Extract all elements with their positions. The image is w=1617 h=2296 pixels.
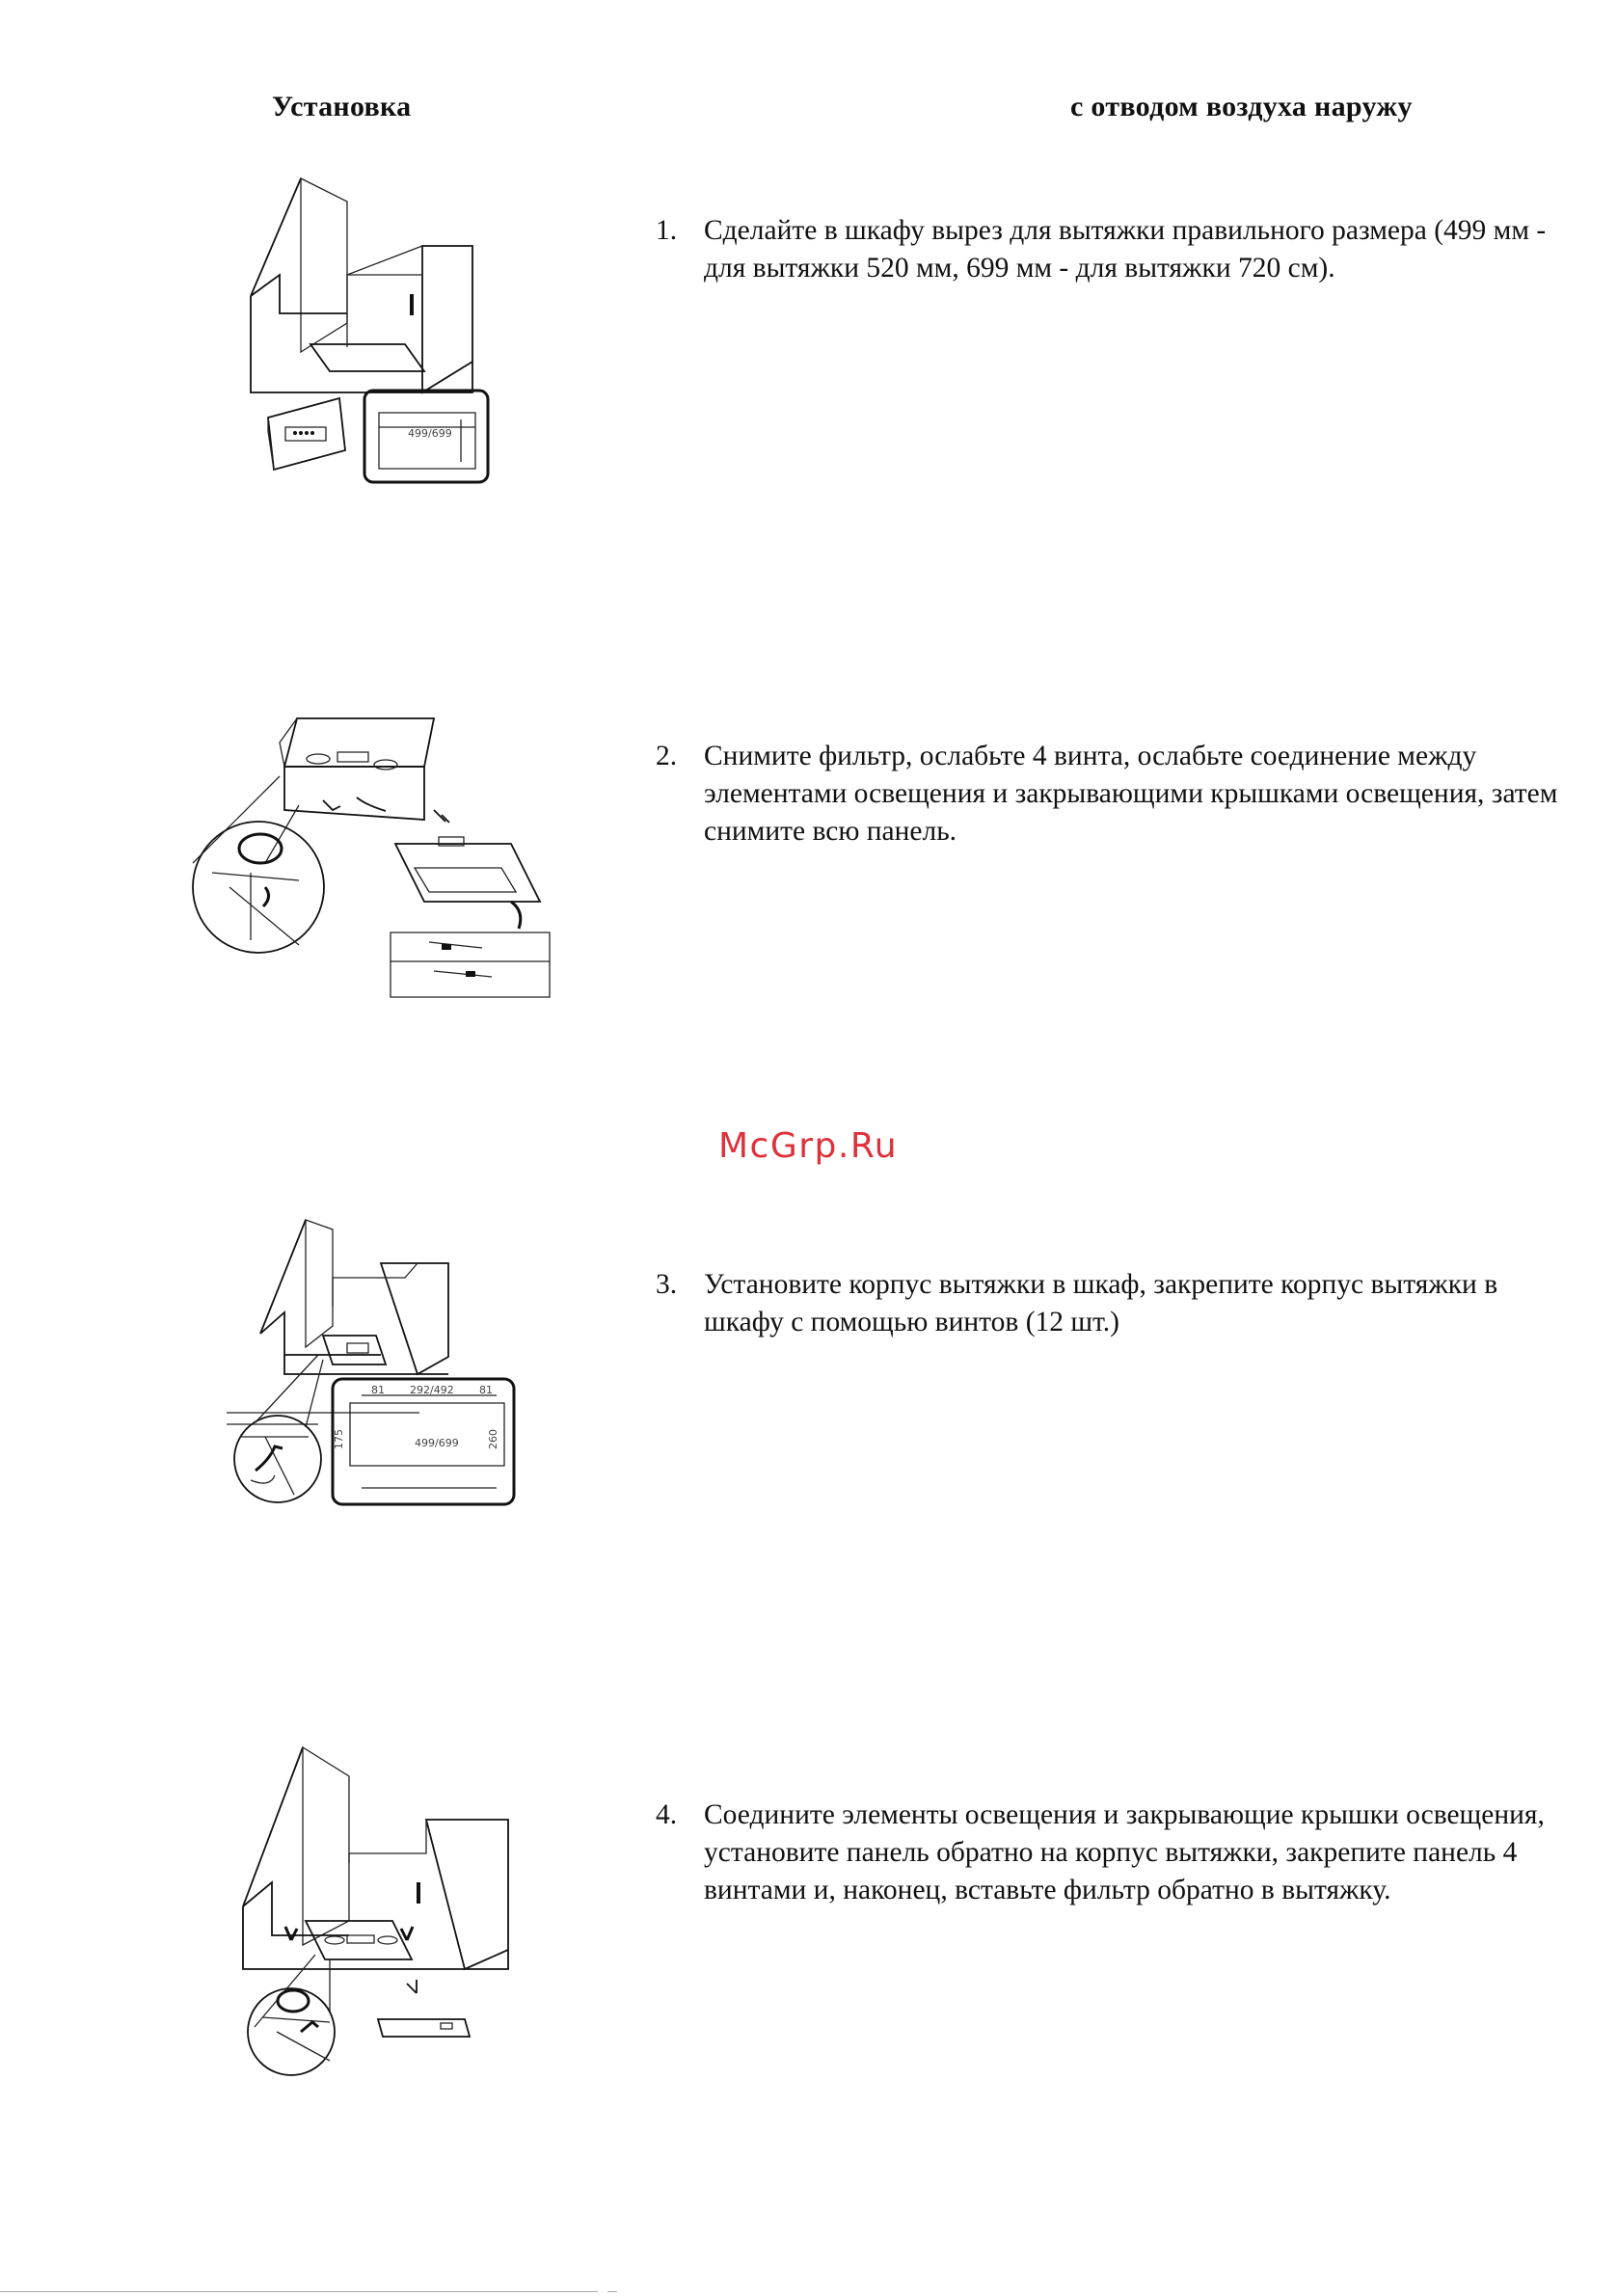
step-text: Сделайте в шкафу вырез для вытяжки правильного размера (499 мм - для вытяжки 520 мм, 699 мм - для вытяжки 720 см). bbox=[704, 215, 1547, 284]
figure-4-reassemble bbox=[243, 1747, 513, 2075]
dim-left: 175 bbox=[333, 1429, 345, 1449]
dim-top-middle: 292/492 bbox=[410, 1384, 454, 1396]
step-1 bbox=[656, 212, 1581, 287]
footer-rule-mark bbox=[607, 2291, 617, 2292]
step-number: 4. bbox=[656, 1799, 678, 1830]
dim-top-right: 81 bbox=[479, 1384, 493, 1396]
dim-width: 499/699 bbox=[415, 1437, 459, 1449]
step-number: 3. bbox=[656, 1269, 678, 1300]
step-number: 2. bbox=[656, 741, 678, 771]
step-4 bbox=[656, 1796, 1581, 1909]
footer-rule bbox=[0, 2291, 598, 2292]
header-title-right: с отводом воздуха наружу bbox=[1070, 91, 1413, 122]
header-title-left: Установка bbox=[272, 91, 412, 122]
step-3 bbox=[656, 1266, 1581, 1341]
step-text: Соедините элементы освещения и закрывающие крышки освещения, установите панель обратно на корпус вытяжки, закрепите панель 4 винтами и, наконец, вставьте фильтр обратно в вытяжку. bbox=[704, 1799, 1545, 1905]
watermark-logo: McGrp.Ru bbox=[718, 1126, 899, 1166]
dim-top-left: 81 bbox=[371, 1384, 385, 1396]
step-text: Снимите фильтр, ослабьте 4 винта, ослабьте соединение между элементами освещения и закрывающими крышками освещения, затем снимите всю панель. bbox=[704, 741, 1558, 847]
step-number: 1. bbox=[656, 215, 678, 246]
figure-3-install-body bbox=[227, 1220, 516, 1509]
step-text: Установите корпус вытяжки в шкаф, закрепите корпус вытяжки в шкафу с помощью винтов (12 шт.) bbox=[704, 1269, 1498, 1337]
figure-2-remove-panel bbox=[193, 718, 559, 998]
dim-right: 260 bbox=[487, 1429, 499, 1449]
step-2 bbox=[656, 738, 1581, 851]
figure-1-cabinet-cutout bbox=[241, 178, 492, 482]
cutout-dimension-label: 499/699 bbox=[408, 427, 452, 440]
